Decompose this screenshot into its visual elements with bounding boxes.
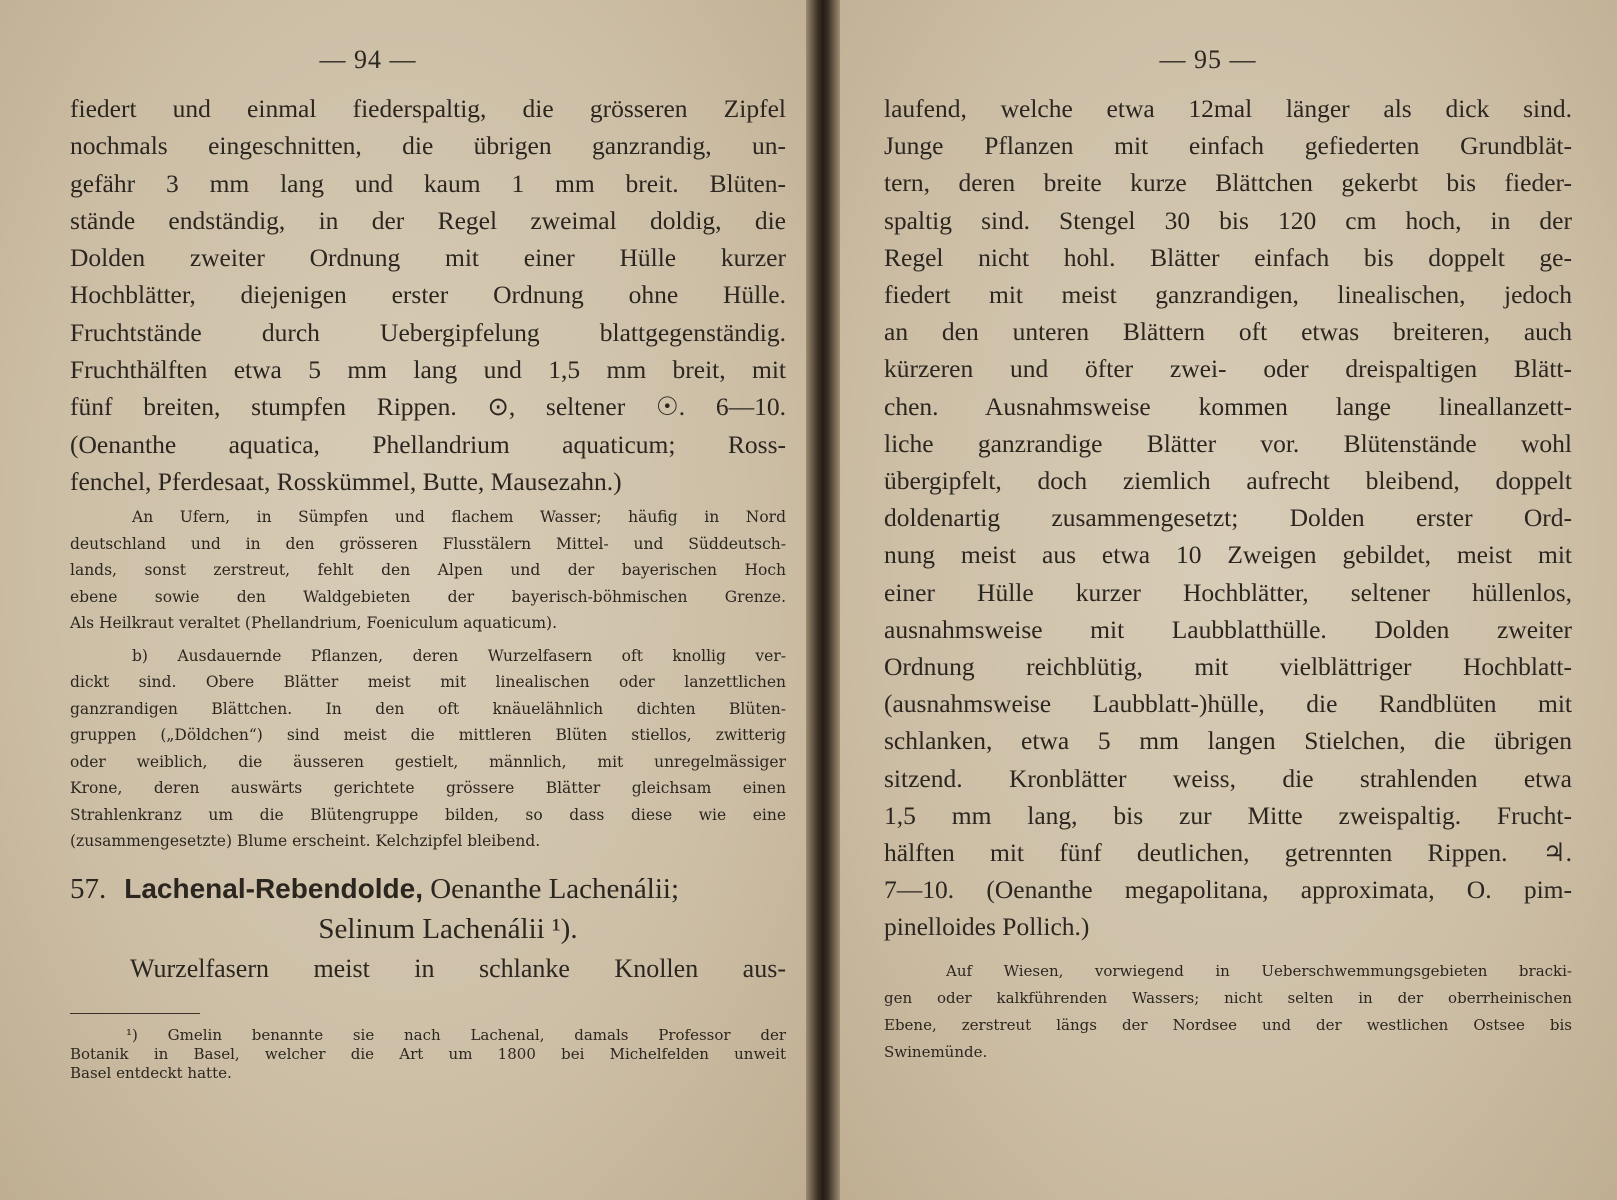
species-description-start: Wurzelfasern meist in schlanke Knollen aus- <box>130 953 786 983</box>
text-line: Fruchthälften etwa 5 mm lang und 1,5 mm breit, mit <box>70 355 786 385</box>
text-line: sitzend. Kronblätter weiss, die strahlenden etwa <box>884 763 1572 793</box>
text-line: ausnahmsweise mit Laubblatthülle. Dolden zweiter <box>884 614 1572 644</box>
text-line: (Oenanthe aquatica, Phellandrium aquaticum; Ross- <box>70 429 786 459</box>
text-line: einer Hülle kurzer Hochblätter, seltener hüllenlos, <box>884 577 1572 607</box>
text-line: fiedert und einmal fiederspaltig, die grösseren Zipfel <box>70 94 786 123</box>
group-line: Krone, deren auswärts gerichtete grössere Blätter gleichsam einen <box>70 779 786 798</box>
text-line: Dolden zweiter Ordnung mit einer Hülle kurzer <box>70 243 786 273</box>
text-line: stände endständig, in der Regel zweimal doldig, die <box>70 205 786 235</box>
habitat-line: Swinemünde. <box>884 1042 988 1061</box>
habitat-line: Als Heilkraut veraltet (Phellandrium, Foeniculum aquaticum). <box>70 614 557 633</box>
left-main-text <box>70 90 786 500</box>
text-line: spaltig sind. Stengel 30 bis 120 cm hoch, in der <box>884 205 1572 235</box>
habitat-line: An Ufern, in Sümpfen und flachem Wasser; häufig in Nord <box>132 508 786 527</box>
left-habitat-note <box>70 504 786 637</box>
group-line: b) Ausdauernde Pflanzen, deren Wurzelfasern oft knollig ver- <box>132 646 786 665</box>
group-line: (zusammengesetzte) Blume erscheint. Kelchzipfel bleibend. <box>70 832 541 851</box>
text-line: Hochblätter, diejenigen erster Ordnung ohne Hülle. <box>70 280 786 310</box>
text-line: liche ganzrandige Blätter vor. Blütenstände wohl <box>884 428 1572 458</box>
text-line: laufend, welche etwa 12mal länger als dick sind. <box>884 94 1572 123</box>
text-line: (ausnahmsweise Laubblatt-)hülle, die Randblüten mit <box>884 689 1572 719</box>
habitat-line: Ebene, zerstreut längs der Nordsee und der westlichen Ostsee bis <box>884 1015 1572 1034</box>
habitat-line: deutschland und in den grösseren Flusstälern Mittel- und Süddeutsch- <box>70 534 786 553</box>
page-number-left: — 94 — <box>319 45 417 74</box>
group-line: Strahlenkranz um die Blütengruppe bilden, so dass diese wie eine <box>70 805 786 824</box>
footnote-line: ¹) Gmelin benannte sie nach Lachenal, damals Professor der <box>126 1025 786 1044</box>
footnote <box>70 1026 786 1083</box>
text-line: fiedert mit meist ganzrandigen, linealischen, jedoch <box>884 280 1572 310</box>
text-line: fenchel, Pferdesaat, Rosskümmel, Butte, Mausezahn.) <box>70 466 622 496</box>
text-line: 7—10. (Oenanthe megapolitana, approximata, O. pim- <box>884 875 1572 905</box>
text-line: Junge Pflanzen mit einfach gefiederten Grundblät- <box>884 131 1572 161</box>
right-page <box>840 0 1617 1200</box>
text-line: chen. Ausnahmsweise kommen lange lineallanzett- <box>884 391 1572 421</box>
footnote-line: Basel entdeckt hatte. <box>70 1063 232 1082</box>
text-line: tern, deren breite kurze Blättchen gekerbt bis fieder- <box>884 168 1572 198</box>
book-gutter <box>806 0 840 1200</box>
text-line: gefähr 3 mm lang und kaum 1 mm breit. Blüten- <box>70 168 786 198</box>
text-line: kürzeren und öfter zwei- oder dreispaltigen Blätt- <box>884 354 1572 384</box>
text-line: nung meist aus etwa 10 Zweigen gebildet, meist mit <box>884 540 1572 570</box>
group-line: ganzrandigen Blättchen. In den oft knäuelähnlich dichten Blüten- <box>70 699 786 718</box>
text-line: doldenartig zusammengesetzt; Dolden erster Ord- <box>884 503 1572 533</box>
text-line: an den unteren Blättern oft etwas breiteren, auch <box>884 317 1572 347</box>
text-line: übergipfelt, doch ziemlich aufrecht bleibend, doppelt <box>884 466 1572 496</box>
footnote-rule <box>70 1013 200 1014</box>
text-line: Ordnung reichblütig, mit vielblättriger Hochblatt- <box>884 652 1572 682</box>
species-latin-name: Oenanthe Lachenálii; <box>430 872 680 905</box>
text-line: fünf breiten, stumpfen Rippen. ⊙, seltener ☉. 6—10. <box>70 392 786 422</box>
left-page <box>0 0 806 1200</box>
habitat-line: gen oder kalkführenden Wassers; nicht selten in der oberrheinischen <box>884 988 1572 1007</box>
text-line: nochmals eingeschnitten, die übrigen ganzrandig, un- <box>70 131 786 161</box>
species-common-name: Lachenal-Rebendolde, <box>124 872 423 904</box>
page-number-right: — 95 — <box>1159 45 1257 74</box>
habitat-line: lands, sonst zerstreut, fehlt den Alpen und der bayerischen Hoch <box>70 561 786 580</box>
text-line: Regel nicht hohl. Blätter einfach bis doppelt ge- <box>884 242 1572 272</box>
species-synonym: Selinum Lachenálii ¹). <box>318 912 578 945</box>
text-line: 1,5 mm lang, bis zur Mitte zweispaltig. Frucht- <box>884 800 1572 830</box>
group-line: dickt sind. Obere Blätter meist mit linealischen oder lanzettlichen <box>70 673 786 692</box>
footnote-line: Botanik in Basel, welcher die Art um 1800 bei Michelfelden unweit <box>70 1044 786 1063</box>
group-line: oder weiblich, die äusseren gestielt, männlich, mit unregelmässiger <box>70 752 786 771</box>
right-main-text <box>884 90 1572 946</box>
right-habitat-note <box>884 958 1572 1066</box>
species-heading <box>70 869 786 989</box>
species-number: 57. <box>70 872 107 905</box>
text-line: pinelloides Pollich.) <box>884 912 1090 942</box>
habitat-line: Auf Wiesen, vorwiegend in Ueberschwemmungsgebieten bracki- <box>946 961 1572 980</box>
group-line: gruppen („Döldchen“) sind meist die mittleren Blüten stiellos, zwitterig <box>70 726 786 745</box>
text-line: schlanken, etwa 5 mm langen Stielchen, die übrigen <box>884 726 1572 756</box>
text-line: Fruchtstände durch Uebergipfelung blattgegenständig. <box>70 317 786 347</box>
text-line: hälften mit fünf deutlichen, getrennten Rippen. ♃. <box>884 838 1572 868</box>
group-description <box>70 643 786 855</box>
habitat-line: ebene sowie den Waldgebieten der bayerisch-böhmischen Grenze. <box>70 587 786 606</box>
